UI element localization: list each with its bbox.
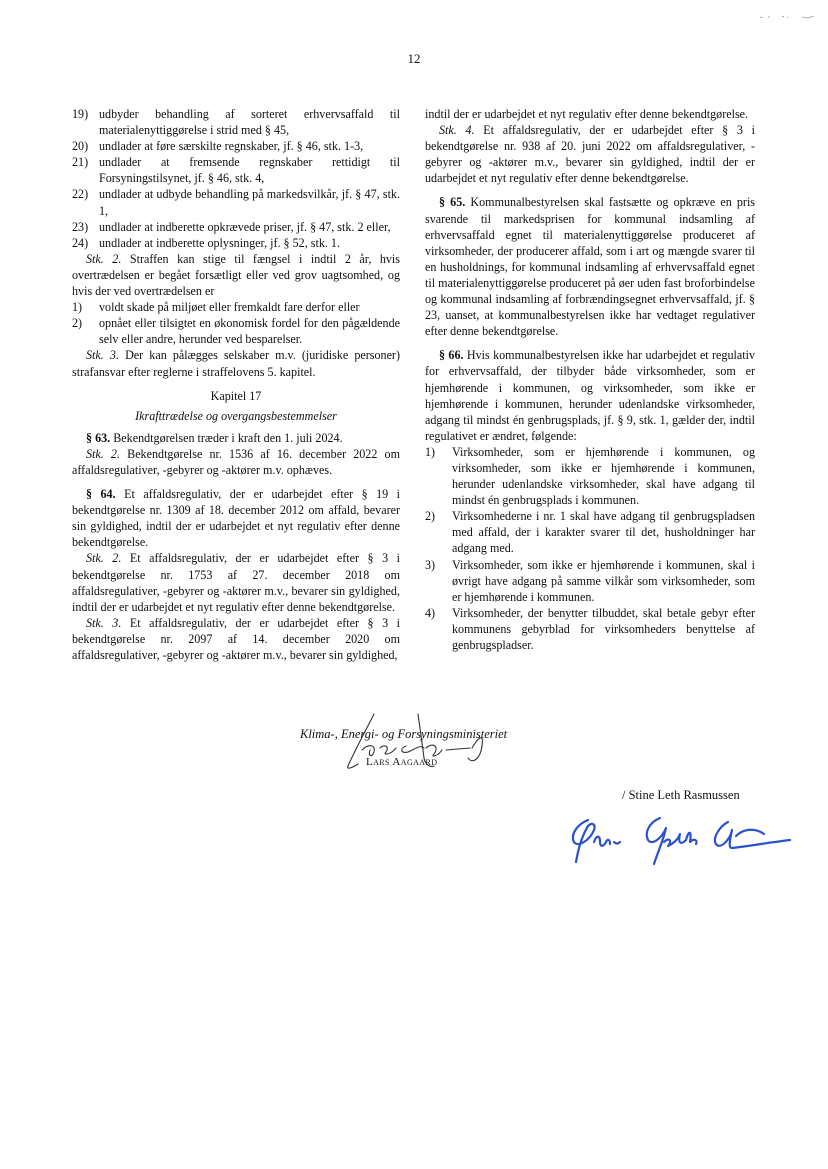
paragraph-text: Bekendtgørelsen træder i kraft den 1. juli 2024. bbox=[113, 430, 343, 445]
item-text: undlader at udbyde behandling på markedsvilkår, jf. § 47, stk. 1, bbox=[99, 187, 400, 218]
item-number: 19) bbox=[72, 107, 89, 121]
list-item bbox=[425, 444, 755, 508]
item-text: undlader at fremsende regnskaber rettidigt til Forsyningstilsynet, jf. § 46, stk. 4, bbox=[99, 155, 400, 186]
paragraph-text: Kommunalbestyrelsen skal fastsætte og opkræve en pris svarende til markedsprisen for kommunal indsamling af erhvervsaffald egnet til materialenyttiggørelse produceret af virksomheder, der producerer affald, som i art og mængde svarer til en husholdnings, for kommunal indsamling af erhvervsaffald egnet til materialenyttiggørelse produceret på øer uden fast broforbindelse og kommunal indsamling af forbrændingsegnet erhvervsaffald, jf. § 23, uanset, at kommunalbestyrelsen ikke har vedtaget regulativer efter denne bekendtgørelse. bbox=[425, 195, 756, 339]
signer-handwritten-signature bbox=[560, 812, 800, 872]
item-number: 22) bbox=[72, 187, 89, 202]
paragraph-text: Der kan pålægges selskaber m.v. (juridiske personer) strafansvar efter reglerne i straffelovens 5. kapitel. bbox=[72, 348, 400, 379]
list-item bbox=[72, 106, 400, 138]
item-number: 1) bbox=[72, 300, 83, 315]
list-item bbox=[425, 605, 755, 653]
section-label: § 64. bbox=[86, 487, 116, 502]
stk-label: Stk. 3. bbox=[86, 348, 119, 363]
paragraph-text: Hvis kommunalbestyrelsen ikke har udarbejdet et regulativ for erhvervsaffald, der tilbyder både virksomheder, som er hjemhørende i kommunen, og virksomheder, som ikke er hjemhørende i kommunen, herunder udenlandske virksomheder, adgang til mindst én genbrugsplads, jf. § 9, stk. 1, gælder der, indtil regulativet er ændret, følgende: bbox=[425, 348, 756, 443]
item-number: 24) bbox=[72, 235, 89, 250]
signer-name: / Stine Leth Rasmussen bbox=[622, 788, 740, 802]
item-number: 20) bbox=[72, 139, 89, 154]
item-number: 3) bbox=[425, 557, 436, 572]
stk-label: Stk. 2. bbox=[86, 446, 120, 461]
left-column bbox=[72, 106, 400, 663]
item-number: 1) bbox=[425, 444, 436, 459]
section-64-stk2 bbox=[72, 550, 400, 614]
chapter-heading: Kapitel 17 bbox=[210, 388, 262, 403]
section-66 bbox=[425, 347, 755, 444]
section-65 bbox=[425, 194, 755, 339]
item-text: undlader at indberette opkrævede priser, jf. § 47, stk. 2 eller, bbox=[99, 219, 391, 234]
paragraph-text: Et affaldsregulativ, der er udarbejdet efter § 3 i bekendtgørelse nr. 2097 af 14. december 2020 om affaldsregulativer, -gebyrer og -aktører m.v., bevarer sin gyldighed, bbox=[72, 615, 400, 662]
item-text: opnået eller tilsigtet en økonomisk fordel for den pågældende selv eller andre, herunder ved besparelser. bbox=[99, 316, 400, 347]
list-item bbox=[72, 154, 400, 186]
minister-name: Lars Aagaard bbox=[366, 756, 438, 768]
item-number: 4) bbox=[425, 605, 436, 620]
item-text: Virksomhederne i nr. 1 skal have adgang til genbrugspladsen med affald, der i karakter svarer til det, husholdninger har adgang med. bbox=[452, 509, 755, 556]
list-item bbox=[72, 138, 400, 154]
list-item bbox=[72, 299, 400, 315]
item-text: Virksomheder, som ikke er hjemhørende i kommunen, skal i øvrigt have adgang på samme vilkår som virksomheder, som er hjemhørende i kommunen. bbox=[452, 557, 755, 604]
paragraph-text: Et affaldsregulativ, der er udarbejdet efter § 3 i bekendtgørelse nr. 1753 af 27. december 2018 om affaldsregulativer, -gebyrer og -aktører m.v., bevarer sin gyldighed, indtil der er udarbejdet et nyt regulativ efter denne bekendtgørelse. bbox=[72, 551, 400, 614]
paragraph-stk2 bbox=[72, 251, 400, 299]
item-text: voldt skade på miljøet eller fremkaldt fare derfor eller bbox=[99, 300, 360, 315]
page-number: 12 bbox=[407, 51, 421, 66]
stk-label: Stk. 3. bbox=[86, 615, 122, 630]
item-number: 2) bbox=[72, 316, 83, 331]
section-64-stk4 bbox=[425, 122, 755, 186]
ministry-name: Klima-, Energi- og Forsyningsministeriet bbox=[300, 727, 508, 741]
stk-label: Stk. 2. bbox=[86, 551, 122, 566]
item-text: Virksomheder, som er hjemhørende i kommunen, og virksomheder, som ikke er hjemhørende i kommunen, herunder udenlandske virksomheder, skal have adgang til mindst én genbrugsplads i kommunen. bbox=[452, 444, 755, 508]
paragraph-text: Et affaldsregulativ, der er udarbejdet efter § 19 i bekendtgørelse nr. 1309 af 18. december 2012 om affald, bevarer sin gyldighed, indtil der er udarbejdet et nyt regulativ efter denne bekendtgørelse. bbox=[72, 487, 401, 550]
list-item bbox=[72, 315, 400, 347]
item-number: 23) bbox=[72, 219, 89, 234]
section-63 bbox=[72, 430, 400, 446]
item-text: Virksomheder, der benytter tilbuddet, skal betale gebyr efter kommunens gebyrblad for virksomheders benyttelse af genbrugspladser. bbox=[452, 605, 755, 652]
list-item bbox=[72, 186, 400, 218]
stk-label: Stk. 2. bbox=[86, 251, 122, 266]
paragraph-text: Bekendtgørelse nr. 1536 af 16. december 2022 om affaldsregulativer, -gebyrer og -aktører m.v. ophæves. bbox=[72, 446, 400, 477]
item-text: undlader at indberette oplysninger, jf. § 52, stk. 1. bbox=[99, 235, 341, 250]
stk-label: Stk. 4. bbox=[439, 123, 475, 138]
paragraph-text: Straffen kan stige til fængsel i indtil 2 år, hvis overtrædelsen er begået forsætligt eller ved grov uagtsomhed, og hvis der ved overtrædelsen er bbox=[72, 251, 400, 299]
section-label: § 65. bbox=[439, 195, 466, 210]
list-item bbox=[425, 508, 755, 556]
list-item bbox=[72, 219, 400, 235]
scan-artifact bbox=[758, 8, 818, 22]
list-item bbox=[425, 557, 755, 605]
right-column bbox=[425, 106, 755, 653]
item-text: undlader at føre særskilte regnskaber, jf. § 46, stk. 1-3, bbox=[99, 139, 364, 154]
paragraph-stk3 bbox=[72, 347, 400, 379]
section-label: § 66. bbox=[439, 348, 464, 363]
list-item bbox=[72, 235, 400, 251]
section-64-stk3 bbox=[72, 615, 400, 663]
chapter-title: Ikrafttrædelse og overgangsbestemmelser bbox=[135, 408, 337, 423]
continued-text: indtil der er udarbejdet et nyt regulativ efter denne bekendtgørelse. bbox=[425, 107, 749, 121]
section-64 bbox=[72, 486, 400, 550]
section-63-stk2 bbox=[72, 446, 400, 478]
paragraph-text: Et affaldsregulativ, der er udarbejdet efter § 3 i bekendtgørelse nr. 938 af 20. juni 2022 om affaldsregulativer, -gebyrer og -aktører m.v., bevarer sin gyldighed, indtil der er udarbejdet et nyt regulativ efter denne bekendtgørelse. bbox=[425, 123, 755, 186]
section-label: § 63. bbox=[86, 430, 111, 445]
item-text: udbyder behandling af sorteret erhvervsaffald til materialenyttiggørelse i strid med § 45, bbox=[99, 107, 400, 138]
item-number: 2) bbox=[425, 509, 436, 524]
item-number: 21) bbox=[72, 155, 89, 170]
